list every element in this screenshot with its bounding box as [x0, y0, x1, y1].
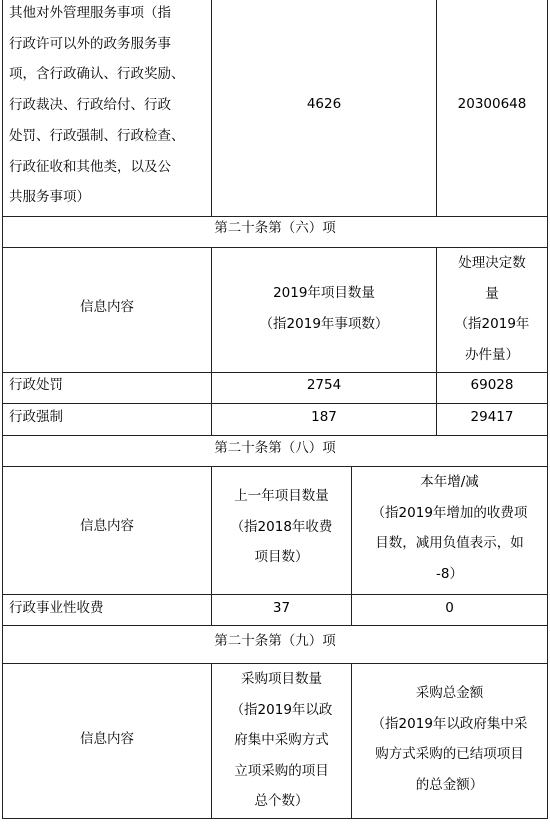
section-title: 第二十条第（八）项 — [214, 440, 336, 456]
row-divider — [2, 403, 548, 404]
header-line: 2019年项目数量 — [273, 285, 375, 301]
row-label: 行政强制 — [9, 409, 63, 425]
row-count: 2754 — [306, 377, 342, 393]
section-title: 第二十条第（六）项 — [214, 220, 336, 236]
row-count: 37 — [272, 600, 291, 616]
table-border-left — [2, 0, 3, 819]
section-title: 第二十条第（九）项 — [214, 633, 336, 649]
header-line: （指2019年 — [454, 316, 530, 332]
info-header: 信息内容 — [80, 518, 134, 534]
row-label: 行政事业性收费 — [9, 600, 104, 616]
header-line: （指2018年收费 — [230, 518, 333, 535]
row-divider — [2, 594, 548, 595]
previous-count-header — [212, 481, 351, 573]
header-line: 购方式采购的已结项项目 — [375, 746, 524, 762]
header-line: 总个数） — [254, 793, 309, 809]
header-line: （指2019年增加的收费项 — [371, 504, 528, 521]
header-line: 量 — [485, 285, 499, 302]
row-count: 187 — [311, 409, 337, 425]
header-line: （指2019年事项数） — [259, 315, 389, 332]
category-line: 行政征收和其他类，以及公 — [9, 158, 171, 175]
category-line: 项，含行政确认、行政奖励、 — [9, 66, 185, 83]
category-line: 行政裁决、行政给付、行政 — [9, 97, 171, 114]
category-line: 共服务事项） — [9, 189, 90, 206]
row-decisions: 29417 — [470, 409, 514, 425]
info-header: 信息内容 — [80, 299, 134, 315]
header-line: 上一年项目数量 — [234, 488, 329, 504]
header-line: 采购总金额 — [415, 685, 484, 701]
header-line: 本年增/减 — [420, 474, 479, 490]
table-border-right — [547, 0, 548, 819]
category-line: 行政许可以外的政务服务事 — [9, 35, 171, 52]
header-line: 采购项目数量 — [241, 671, 322, 687]
header-line: （指2019年以政府集中采 — [371, 715, 528, 732]
category-cell — [9, 0, 209, 213]
total-value: 20300648 — [457, 96, 527, 112]
info-header: 信息内容 — [80, 731, 134, 747]
row-divider — [2, 818, 548, 819]
row-decisions: 69028 — [470, 377, 514, 393]
header-line: 项目数） — [254, 549, 309, 565]
decision-count-header — [437, 248, 547, 370]
category-line: 其他对外管理服务事项（指 — [9, 5, 171, 21]
header-line: 府集中采购方式 — [234, 732, 329, 748]
project-count-header — [212, 278, 436, 339]
procurement-count-header — [212, 664, 351, 817]
header-line: 立项采购的项目 — [234, 762, 329, 779]
count-value: 4626 — [306, 96, 342, 112]
header-line: 办件量） — [465, 346, 519, 363]
row-divider — [2, 625, 548, 626]
change-header — [352, 467, 547, 589]
row-label: 行政处罚 — [9, 377, 63, 393]
header-line: 目数，减用负值表示，如 — [375, 535, 524, 551]
header-line: -8） — [436, 565, 463, 582]
header-line: 处理决定数 — [458, 255, 526, 271]
row-change: 0 — [445, 600, 454, 616]
header-line: 的总金额） — [415, 776, 484, 793]
procurement-amount-header — [352, 678, 547, 800]
category-line: 处罚、行政强制、行政检查、 — [9, 127, 185, 144]
header-line: （指2019年以政 — [230, 701, 333, 718]
